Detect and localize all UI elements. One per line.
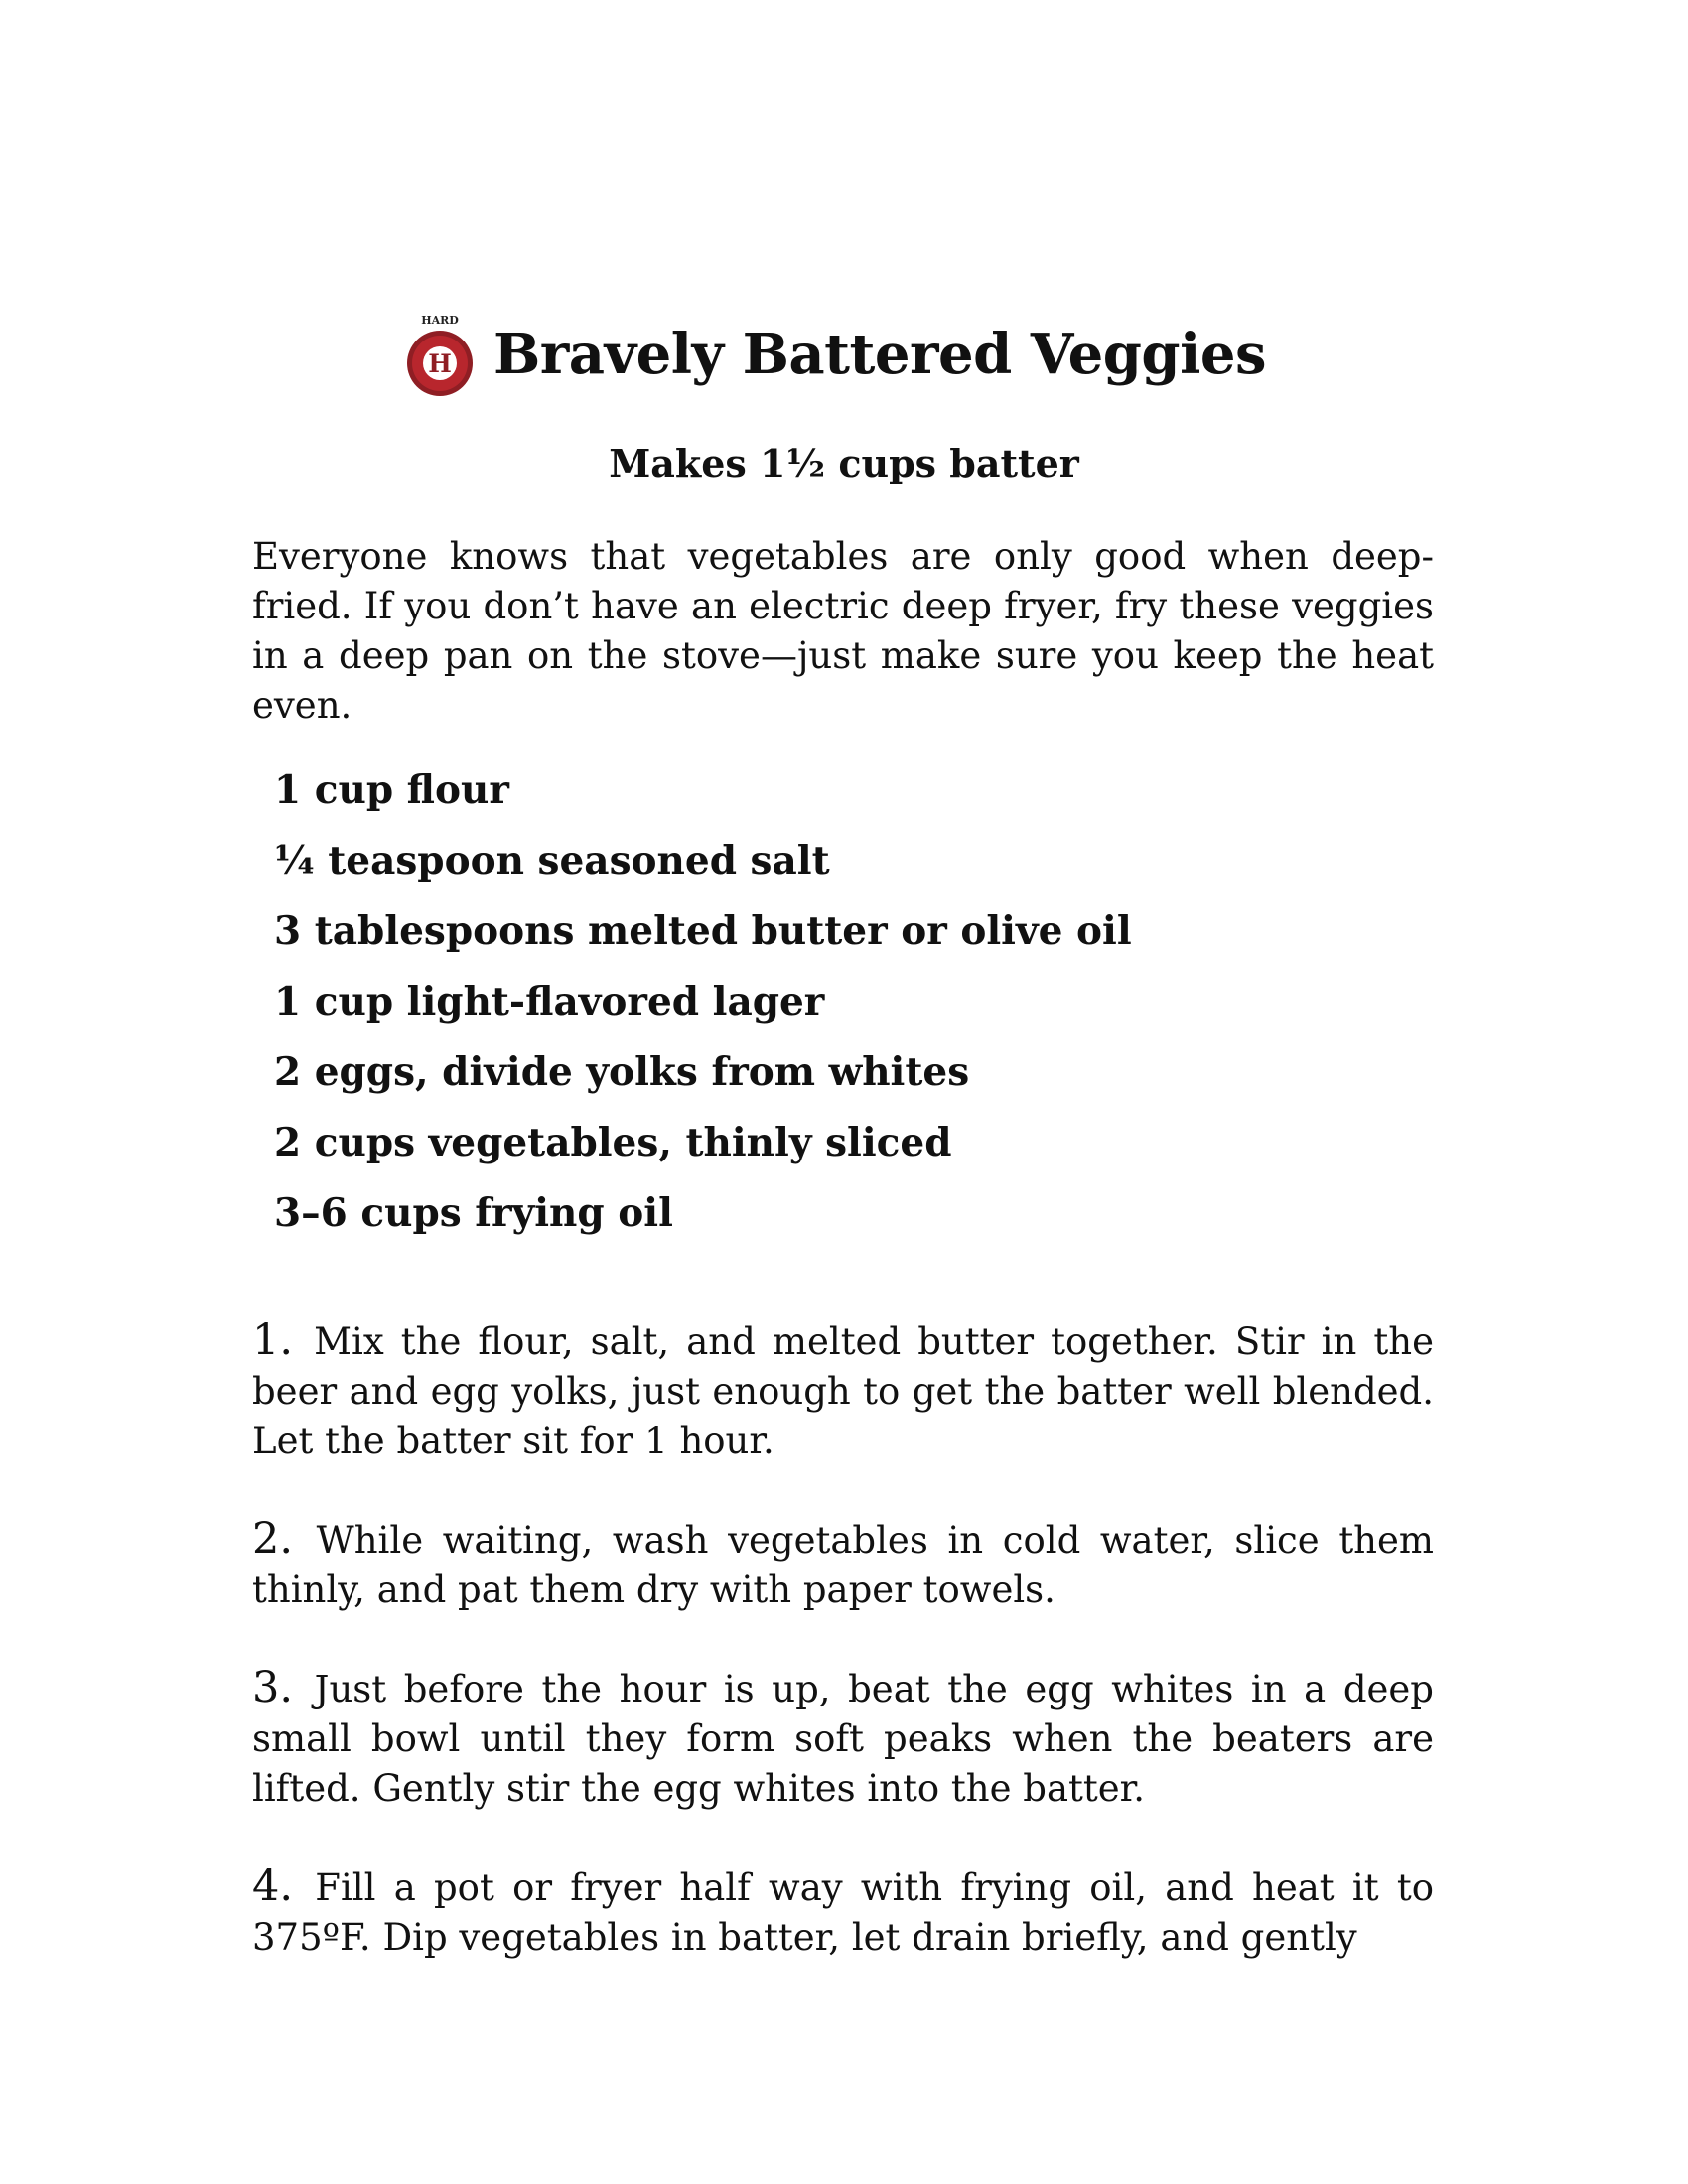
instruction-step	[252, 1861, 1434, 1961]
recipe-intro: Everyone knows that vegetables are only good when deep-fried. If you don’t have an electric deep fryer, fry these veggies in a deep pan on the stove—just make sure you keep the heat even.	[252, 535, 1434, 727]
title-row	[0, 310, 1688, 399]
ingredient-item: ¼ teaspoon seasoned salt	[274, 838, 830, 884]
step-number: 3.	[252, 1663, 294, 1712]
logo-top-text: HARD	[421, 314, 459, 327]
step-number: 2.	[252, 1514, 294, 1564]
ingredient-item: 1 cup light-flavored lager	[274, 979, 825, 1024]
recipe-title: Bravely Battered Veggies	[492, 322, 1267, 387]
instruction-steps	[252, 1315, 1434, 2008]
instruction-step	[252, 1663, 1434, 1814]
step-text: Mix the flour, salt, and melted butter together. Stir in the beer and egg yolks, just enough to get the batter well blended. Let the batter sit for 1 hour.	[252, 1320, 1435, 1462]
step-text: While waiting, wash vegetables in cold water, slice them thinly, and pat them dry with paper towels.	[252, 1519, 1434, 1611]
logo-letter: H	[428, 349, 452, 378]
instruction-step	[252, 1315, 1434, 1466]
step-text: Fill a pot or fryer half way with frying oil, and heat it to 375ºF. Dip vegetables in batter, let drain briefly, and gently	[252, 1866, 1434, 1959]
hard-h-badge-logo-icon	[402, 310, 478, 399]
instruction-step	[252, 1514, 1434, 1615]
step-text: Just before the hour is up, beat the egg whites in a deep small bowl until they form soft peaks when the beaters are lifted. Gently stir the egg whites into the batter.	[252, 1668, 1434, 1810]
ingredient-item: 2 cups vegetables, thinly sliced	[274, 1120, 952, 1165]
step-number: 4.	[252, 1861, 294, 1911]
recipe-yield: Makes 1½ cups batter	[609, 441, 1079, 485]
step-number: 1.	[252, 1315, 294, 1365]
ingredient-list	[274, 760, 1132, 1254]
ingredient-item: 3 tablespoons melted butter or olive oil	[274, 908, 1132, 954]
ingredient-item: 1 cup flour	[274, 767, 509, 813]
ingredient-item: 2 eggs, divide yolks from whites	[274, 1049, 970, 1095]
ingredient-item: 3–6 cups frying oil	[274, 1190, 673, 1236]
